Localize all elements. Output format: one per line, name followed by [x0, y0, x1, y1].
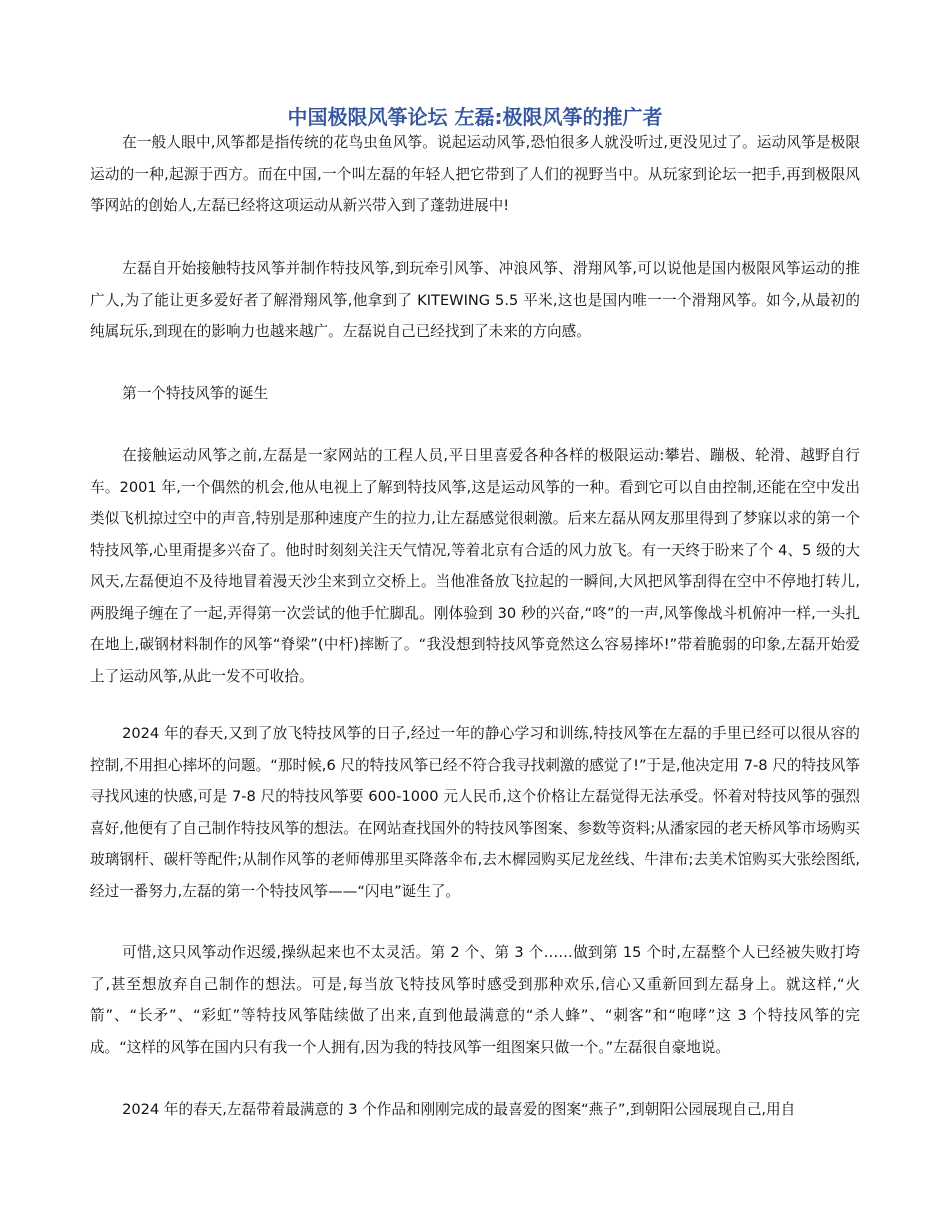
document-title: 中国极限风筝论坛 左磊:极限风筝的推广者: [287, 105, 663, 129]
paragraph-spring-show: 2024 年的春天,左磊带着最满意的 3 个作品和刚刚完成的最喜爱的图案“燕子”,到朝阳公园展现自己,用自: [122, 1101, 796, 1118]
paragraph-self-made: 2024 年的春天,又到了放飞特技风筝的日子,经过一年的静心学习和训练,特技风筝在左磊的手里已经可以很从容的控制,不用担心摔坏的问题。“那时候,6 尺的特技风筝已经不符合我寻找刺激的感觉了!”于是,他决定用 7-8 尺的特技风筝寻找风速的快感,可是 7-8 尺的特技风筝要 600-1000 元人民币,这个价格让左磊觉得无法承受。怀着对特技风筝的强烈喜好,他便有了自己制作特技风筝的想法。在网站查找国外的特技风筝图案、参数等资料;从潘家园的老天桥风筝市场购买玻璃钢杆、碳杆等配件;从制作风筝的老师傅那里买降落伞布,去木樨园购买尼龙丝线、牛津布;去美术馆购买大张绘图纸,经过一番努力,左磊的第一个特技风筝——“闪电”诞生了。: [90, 725, 860, 900]
section-heading-first-kite: 第一个特技风筝的诞生: [122, 385, 269, 402]
paragraph-intro: 在一般人眼中,风筝都是指传统的花鸟虫鱼风筝。说起运动风筝,恐怕很多人就没听过,更没见过了。运动风筝是极限运动的一种,起源于西方。而在中国,一个叫左磊的年轻人把它带到了人们的视野当中。从玩家到论坛一把手,再到极限风筝网站的创始人,左磊已经将这项运动从新兴带入到了蓬勃进展中!: [90, 134, 860, 214]
paragraph-failures: 可惜,这只风筝动作迟缓,操纵起来也不太灵活。第 2 个、第 3 个……做到第 15 个时,左磊整个人已经被失败打垮了,甚至想放弃自己制作的想法。可是,每当放飞特技风筝时感受到那种欢乐,信心又重新回到左磊身上。就这样,“火箭”、“长矛”、“彩虹”等特技风筝陆续做了出来,直到他最满意的“杀人蜂”、“刺客”和“咆哮”这 3 个特技风筝的完成。“这样的风筝在国内只有我一个人拥有,因为我的特技风筝一组图案只做一个。”左磊很自豪地说。: [90, 944, 860, 1056]
paragraph-first-contact: 在接触运动风筝之前,左磊是一家网站的工程人员,平日里喜爱各种各样的极限运动:攀岩、蹦极、轮滑、越野自行车。2001 年,一个偶然的机会,他从电视上了解到特技风筝,这是运动风筝的一种。看到它可以自由控制,还能在空中发出类似飞机掠过空中的声音,特别是那种速度产生的拉力,让左磊感觉很刺激。后来左磊从网友那里得到了梦寐以求的第一个特技风筝,心里甭提多兴奋了。他时时刻刻关注天气情况,等着北京有合适的风力放飞。有一天终于盼来了个 4、5 级的大风天,左磊便迫不及待地冒着漫天沙尘来到立交桥上。当他准备放飞拉起的一瞬间,大风把风筝刮得在空中不停地打转儿,两股绳子缠在了一起,弄得第一次尝试的他手忙脚乱。刚体验到 30 秒的兴奋,“咚”的一声,风筝像战斗机俯冲一样,一头扎在地上,碳钢材料制作的风筝“脊梁”(中杆)摔断了。“我没想到特技风筝竟然这么容易摔坏!”带着脆弱的印象,左磊开始爱上了运动风筝,从此一发不可收拾。: [90, 447, 860, 685]
paragraph-promoter: 左磊自开始接触特技风筝并制作特技风筝,到玩牵引风筝、冲浪风筝、滑翔风筝,可以说他是国内极限风筝运动的推广人,为了能让更多爱好者了解滑翔风筝,他拿到了 KITEWING 5.5 平米,这也是国内唯一一个滑翔风筝。如今,从最初的纯属玩乐,到现在的影响力也越来越广。左磊说自己已经找到了未来的方向感。: [90, 260, 860, 340]
